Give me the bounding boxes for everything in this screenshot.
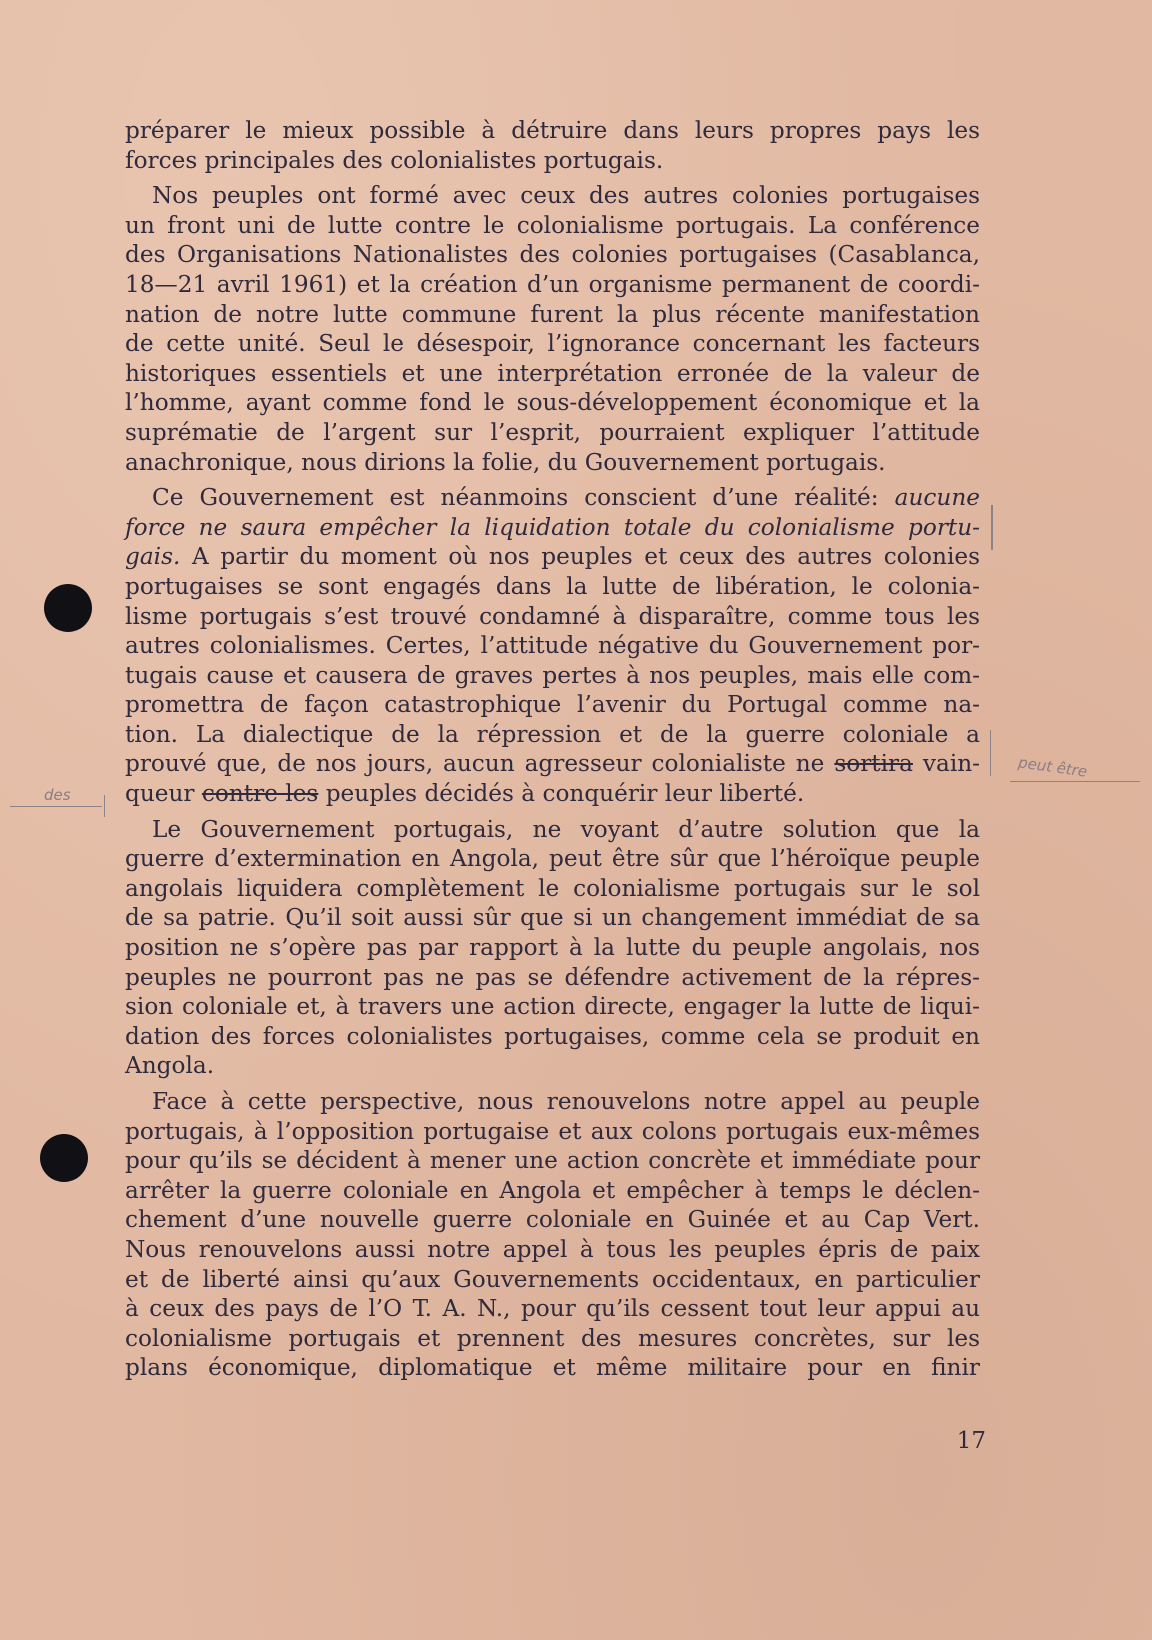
- margin-line-mark: [10, 806, 102, 807]
- text-line: position ne s’opère pas par rapport à la lutte du peuple angolais, nos: [125, 934, 980, 962]
- text-line: Le Gouvernement portugais, ne voyant d’autre solution que la: [152, 815, 980, 843]
- text-line: [125, 749, 980, 779]
- text-line: force ne saura empêcher la liquidation totale du colonialisme portu-: [125, 513, 980, 541]
- text-line: tion. La dialectique de la répression et de la guerre coloniale a: [125, 720, 980, 748]
- text-line: [125, 483, 980, 513]
- italic-segment: gais.: [125, 543, 181, 571]
- text-line: pour qu’ils se décident à mener une action concrète et immédiate pour: [125, 1147, 980, 1175]
- text-line: des Organisations Nationalistes des colonies portugaises (Casablanca,: [125, 241, 980, 269]
- text-line: portugais, à l’opposition portugaise et aux colons portugais eux-mêmes: [125, 1117, 980, 1145]
- text-line: l’homme, ayant comme fond le sous-développement économique et la: [125, 389, 980, 417]
- text-line: promettra de façon catastrophique l’avenir du Portugal comme na-: [125, 691, 980, 719]
- text-line: autres colonialismes. Certes, l’attitude négative du Gouvernement por-: [125, 632, 980, 660]
- text-line: guerre d’extermination en Angola, peut être sûr que l’héroïque peuple: [125, 845, 980, 873]
- text-line: et de liberté ainsi qu’aux Gouvernements occidentaux, en particulier: [125, 1265, 980, 1293]
- handwritten-note-right: peut être: [1017, 753, 1089, 781]
- margin-bar-mark: [991, 505, 993, 550]
- struck-word: sortira: [834, 750, 913, 778]
- text-segment: queur: [125, 780, 195, 808]
- text-segment: A partir du moment où nos peuples et ceux des autres colonies: [191, 543, 980, 571]
- body-text: [125, 116, 980, 1383]
- text-line: peuples ne pourront pas ne pas se défendre activement de la répres-: [125, 963, 980, 991]
- struck-words: contre les: [201, 780, 319, 808]
- text-line: préparer le mieux possible à détruire dans leurs propres pays les: [125, 117, 980, 144]
- text-line: à ceux des pays de l’O T. A. N., pour qu’ils cessent tout leur appui au: [125, 1295, 980, 1323]
- text-line: tugais cause et causera de graves pertes à nos peuples, mais elle com-: [125, 661, 980, 689]
- page-number: 17: [956, 1428, 986, 1454]
- text-line: [125, 542, 980, 572]
- text-line: suprématie de l’argent sur l’esprit, pourraient expliquer l’attitude: [125, 418, 980, 446]
- text-line: plans économique, diplomatique et même militaire pour en finir: [125, 1354, 980, 1382]
- text-line: chement d’une nouvelle guerre coloniale en Guinée et au Cap Vert.: [125, 1206, 980, 1234]
- text-line: arrêter la guerre coloniale en Angola et empêcher à temps le déclen-: [125, 1176, 980, 1204]
- text-line: portugaises se sont engagés dans la lutte de libération, le colonia-: [125, 572, 980, 600]
- text-segment: Ce Gouvernement est néanmoins conscient d’une réalité:: [152, 484, 879, 512]
- text-line: dation des forces colonialistes portugaises, comme cela se produit en: [125, 1022, 980, 1050]
- text-segment: prouvé que, de nos jours, aucun agresseur colonialiste ne: [125, 750, 825, 778]
- text-segment: vain-: [922, 750, 981, 778]
- text-line: Nous renouvelons aussi notre appel à tous les peuples épris de paix: [125, 1235, 980, 1263]
- text-line: historiques essentiels et une interprétation erronée de la valeur de: [125, 359, 980, 387]
- text-line: un front uni de lutte contre le colonialisme portugais. La conférence: [125, 211, 980, 239]
- margin-tick-mark: [104, 795, 105, 817]
- text-line: Face à cette perspective, nous renouvelons notre appel au peuple: [152, 1088, 980, 1115]
- punch-hole: [44, 584, 92, 632]
- handwritten-note-left: des: [44, 786, 71, 804]
- italic-segment: aucune: [894, 484, 980, 512]
- text-segment: peuples décidés à conquérir leur liberté.: [325, 780, 805, 808]
- text-line: 18—21 avril 1961) et la création d’un organisme permanent de coordi-: [125, 270, 980, 298]
- punch-hole: [40, 1134, 88, 1182]
- margin-line-mark: [1010, 781, 1140, 782]
- text-line: nation de notre lutte commune furent la plus récente manifestation: [125, 300, 980, 328]
- text-line: angolais liquidera complètement le colonialisme portugais sur le sol: [125, 874, 980, 902]
- text-line: lisme portugais s’est trouvé condamné à disparaître, comme tous les: [125, 602, 980, 630]
- text-line: de sa patrie. Qu’il soit aussi sûr que si un changement immédiat de sa: [125, 904, 980, 932]
- text-line: Angola.: [125, 1052, 215, 1080]
- text-line: anachronique, nous dirions la folie, du Gouvernement portugais.: [125, 448, 886, 476]
- text-line: colonialisme portugais et prennent des mesures concrètes, sur les: [125, 1324, 980, 1352]
- text-line: sion coloniale et, à travers une action directe, engager la lutte de liqui-: [125, 993, 980, 1021]
- text-line: Nos peuples ont formé avec ceux des autres colonies portugaises: [152, 182, 980, 210]
- text-line: de cette unité. Seul le désespoir, l’ignorance concernant les facteurs: [125, 330, 980, 358]
- text-line: forces principales des colonialistes portugais.: [125, 146, 664, 174]
- text-line: [125, 779, 980, 809]
- margin-tick-mark: [990, 730, 991, 776]
